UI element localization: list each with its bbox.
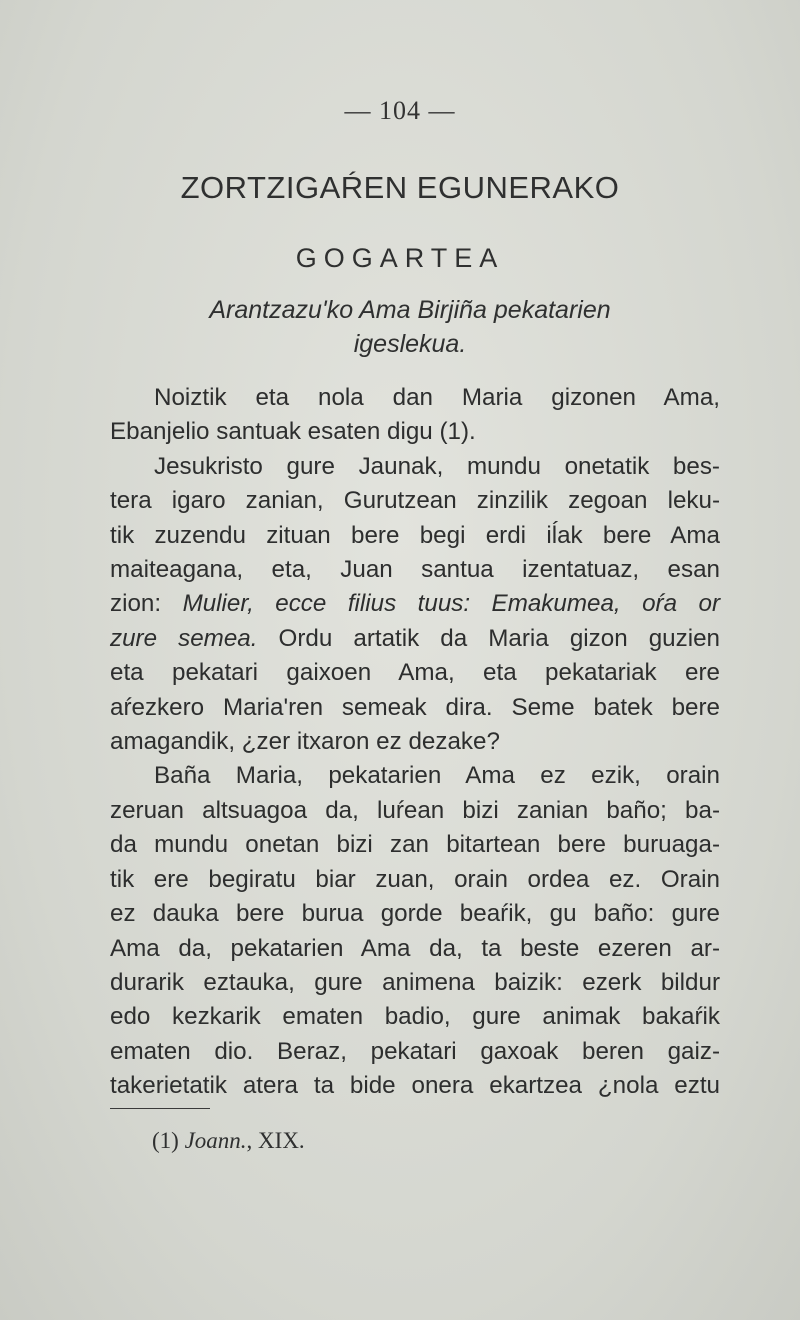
page-number: — 104 — (344, 96, 456, 125)
text-line: tera igaro zanian, Gurutzean zinzilik zegoan leku- (110, 487, 720, 515)
footnote-reference: Joann. (184, 1128, 247, 1153)
section-heading: GOGARTEA (295, 243, 505, 273)
text-line: Ebanjelio santuak esaten digu (1). (110, 418, 476, 446)
text-line: edo kezkarik ematen badio, gure animak bakaŕik (110, 1003, 720, 1031)
text-line-mixed (110, 622, 720, 656)
text-line: Jesukristo gure Jaunak, mundu onetatik bes- (154, 452, 720, 480)
epigraph (150, 293, 670, 361)
text-line: tik ere begiratu biar zuan, orain ordea ez. Orain (110, 865, 720, 893)
text-line: durarik eztauka, gure animena baizik: ezerk bildur (110, 968, 720, 996)
footnote-divider (110, 1108, 210, 1109)
text-line-mixed (110, 587, 720, 621)
footnote (152, 1128, 305, 1154)
text-line: aŕezkero Maria'ren semeak dira. Seme batek bere (110, 693, 720, 721)
text-line: tik zuzendu zituan bere begi erdi iĺak bere Ama (110, 521, 720, 549)
latin-quote: Mulier, ecce filius tuus: Emakumea, oŕa or (182, 590, 721, 618)
footnote-chapter: , XIX. (246, 1128, 305, 1153)
text-run: zion: (110, 590, 183, 618)
epigraph-line: igeslekua. (353, 330, 467, 358)
text-line: eta pekatari gaixoen Ama, eta pekatariak ere (110, 659, 720, 687)
text-run: Ordu artatik da Maria gizon guzien (257, 624, 720, 652)
text-line: Ama da, pekatarien Ama da, ta beste ezeren ar- (110, 934, 720, 962)
text-line: Baña Maria, pekatarien Ama ez ezik, orain (154, 762, 720, 790)
paragraph (110, 450, 720, 760)
text-line: takerietatik atera ta bide onera ekartzea ¿nola eztu (110, 1072, 720, 1100)
text-line: ematen dio. Beraz, pekatari gaxoak beren gaiz- (110, 1037, 720, 1065)
text-line: ez dauka bere burua gorde beaŕik, gu baño: gure (110, 900, 720, 928)
text-line: Noiztik eta nola dan Maria gizonen Ama, (154, 384, 720, 411)
footnote-marker: (1) (152, 1128, 179, 1153)
paragraph (110, 759, 720, 1103)
text-line: da mundu onetan bizi zan bitartean bere buruaga- (110, 831, 720, 859)
latin-quote-end: zure semea. (110, 624, 258, 652)
text-line: amagandik, ¿zer itxaron ez dezake? (110, 728, 500, 756)
paragraph (110, 381, 720, 450)
text-line: maiteagana, eta, Juan santua izentatuaz, esan (110, 556, 720, 584)
text-line: zeruan altsuagoa da, luŕean bizi zanian baño; ba- (110, 796, 720, 824)
body-text (110, 381, 720, 1104)
chapter-title: ZORTZIGAŔEN EGUNERAKO (180, 170, 620, 205)
epigraph-line: Arantzazu'ko Ama Birjiña pekatarien (209, 296, 611, 324)
